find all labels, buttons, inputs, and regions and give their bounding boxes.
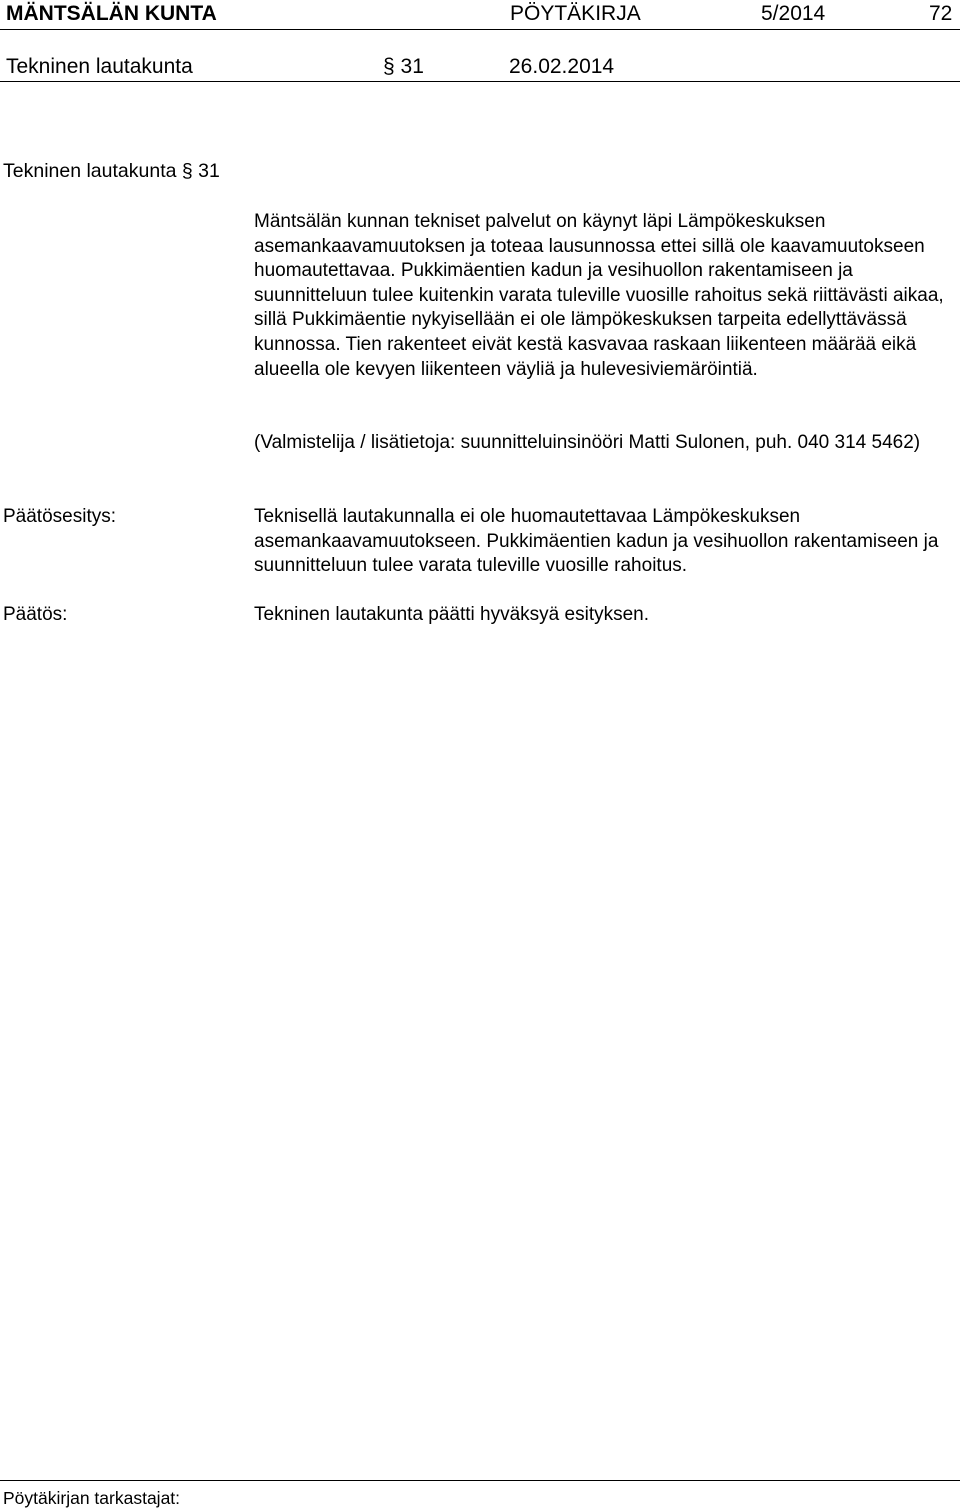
header-divider	[0, 29, 960, 30]
proposal-label: Päätösesitys:	[3, 506, 116, 527]
statement-paragraph: Mäntsälän kunnan tekniset palvelut on käynyt läpi Lämpökeskuksen asemankaavamuutoksen ja toteaa lausunnossa ettei sillä ole kaavamuutokseen huomautettavaa. Pukkimäentien kadun ja vesihuollon rakentamiseen ja suunnitteluun tulee kuitenkin varata tuleville vuosille rahoitus sekä riittävästi aikaa, sillä Pukkimäentie nykyisellään ei ole lämpökeskuksen tarpeita edellyttävässä kunnossa. Tien rakenteet eivät kestä kasvavaa raskaan liikenteen määrää eikä alueella ole kevyen liikenteen väyliä ja hulevesiviemäröintiä.	[254, 211, 944, 380]
proposal-text: Teknisellä lautakunnalla ei ole huomautettavaa Lämpökeskuksen asemankaavamuutokseen. Pukkimäentien kadun ja vesihuollon rakentamiseen ja suunnitteluun tulee varata tuleville vuosille rahoitus.	[254, 506, 939, 577]
footer-divider	[0, 1480, 960, 1481]
preparer-info: (Valmistelija / lisätietoja: suunnitteluinsinööri Matti Sulonen, puh. 040 314 5462)	[254, 432, 921, 453]
municipality-name: MÄNTSÄLÄN KUNTA	[6, 2, 217, 25]
decision-label: Päätös:	[3, 604, 68, 625]
section-heading: Tekninen lautakunta § 31	[3, 160, 220, 182]
decision-text: Tekninen lautakunta päätti hyväksyä esityksen.	[254, 604, 650, 625]
committee-name: Tekninen lautakunta	[6, 55, 193, 78]
reviewers-label: Pöytäkirjan tarkastajat:	[3, 1488, 181, 1508]
subheader-divider	[0, 81, 960, 82]
meeting-date: 26.02.2014	[509, 55, 615, 78]
page-number: 72	[929, 2, 953, 25]
document-type: PÖYTÄKIRJA	[510, 2, 641, 25]
document-number: 5/2014	[761, 2, 826, 25]
section-number: § 31	[383, 55, 424, 78]
